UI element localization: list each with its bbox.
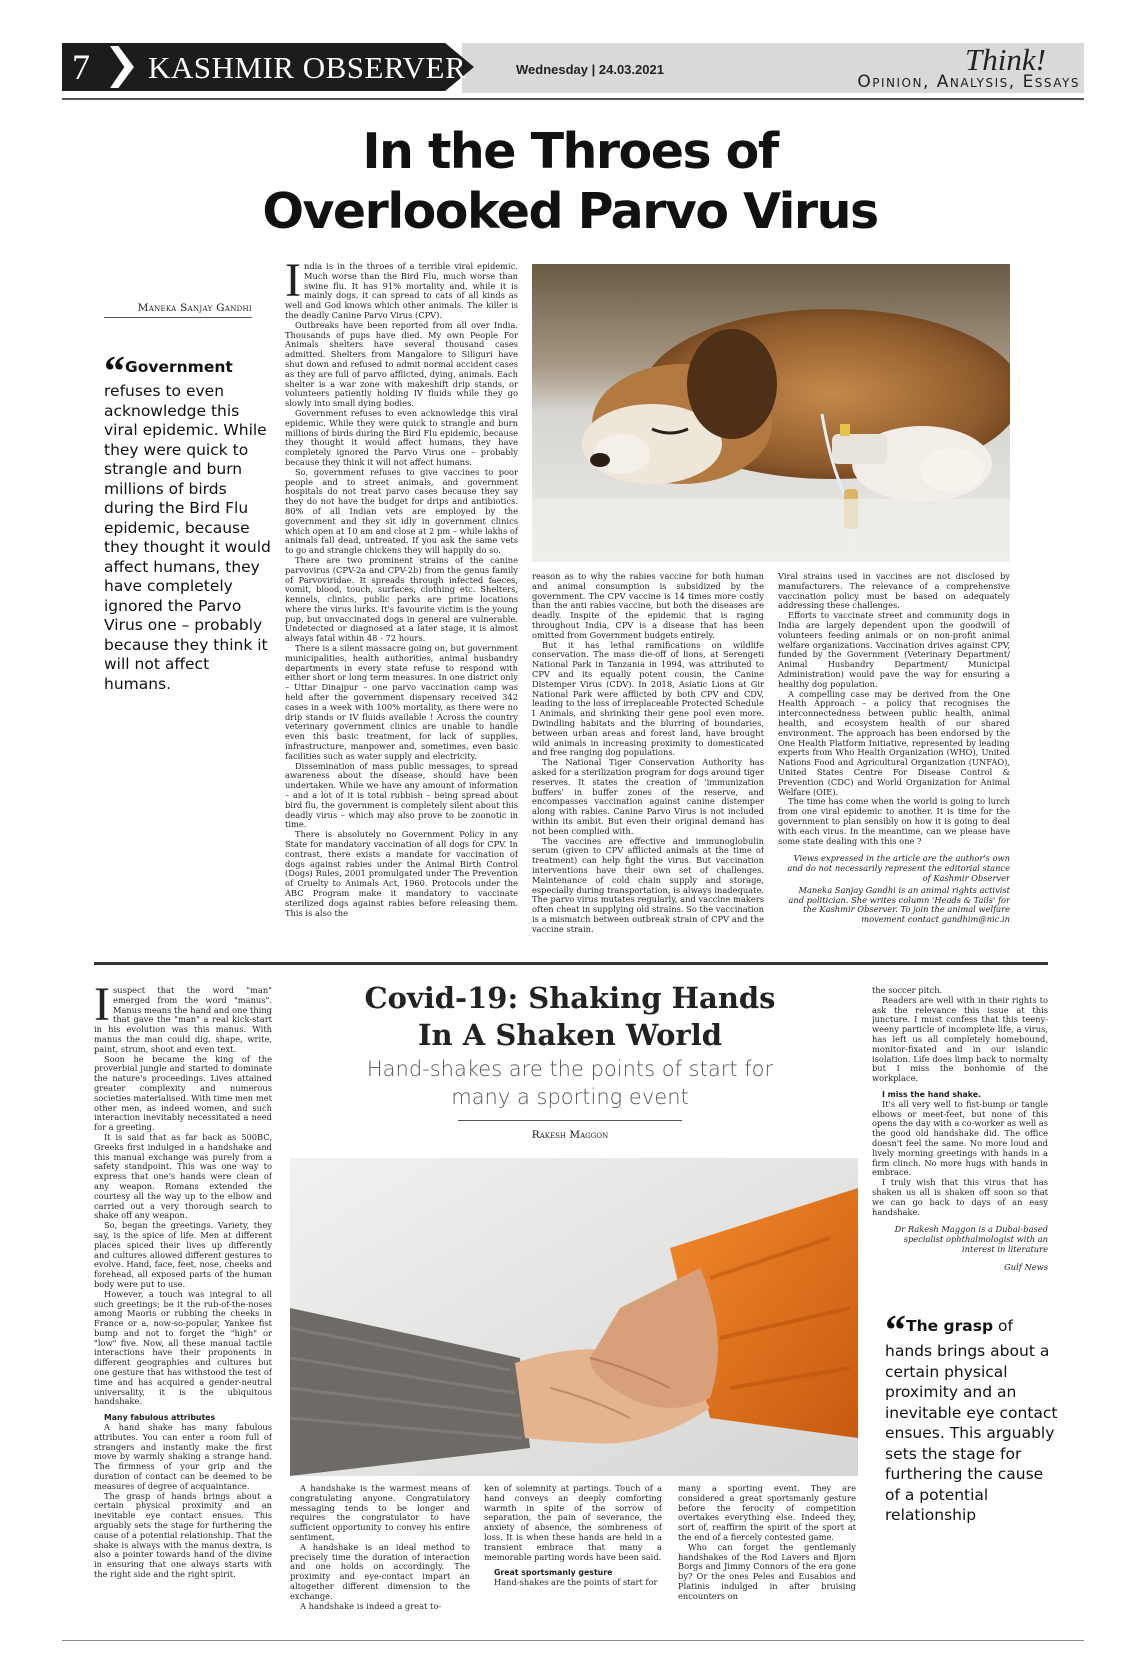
subheading: Many fabulous attributes bbox=[104, 1413, 216, 1423]
dropcap: I bbox=[94, 986, 110, 1031]
paragraph: A hand shake has many fabulous attributes. You can enter a room full of strangers and instantly make the first move by warmly shaking a strange hand. The firmness of your grip and the duration of contact can be deemed to be measures of degree of acquaintance. bbox=[94, 1422, 272, 1491]
section-brand: Think! bbox=[965, 42, 1046, 77]
paragraph: A handshake is an ideal method to precisely time the duration of interaction and one holds on accordingly. The proximity and eye-contact impart an altogether different dimension to the exchange. bbox=[290, 1541, 470, 1601]
puppy-photo bbox=[532, 264, 1010, 562]
paragraph: The time has come when the world is going to lurch from one viral epidemic to another. It is time for the government to plan sensibly on how it is going to deal with each virus. In the meantime, can we please have some state dealing with this one ? bbox=[778, 796, 1010, 846]
subheading: Great sportsmanly gesture bbox=[494, 1568, 613, 1578]
article1-column-3 bbox=[778, 572, 1010, 950]
paragraph: It is said that as far back as 500BC, Greeks first indulged in a handshake and this manual exchange was purely from a safety standpoint. This was one way to express that one's hands were clean of any weapon. Romans extended the courtesy all the way up to the elbow and carried out a very thorough search to shake off any weapon. bbox=[94, 1131, 272, 1221]
article1-photo bbox=[532, 264, 1010, 562]
article2-headline: Covid-19: Shaking Hands In A Shaken World bbox=[364, 981, 776, 1052]
paragraph: the soccer pitch. bbox=[872, 986, 943, 995]
paragraph: Dissemination of mass public messages, to spread awareness about the disease, should have been undertaken. While we have any amount of information – and a lot of it is total rubbish – being spread about bird flu, the government is completely silent about this deadly virus – which may also prove to be zoonotic in time. bbox=[285, 760, 518, 830]
paragraph: It's all very well to fist-bump or tangle elbows or meet-feet, but none of this opens the day with a co-worker as well as the good old handshake did. The office doesn't feel the same. No more loud and lively morning greetings with hands in a firm clinch. No more hugs with hands in embrace. bbox=[872, 1098, 1048, 1178]
paragraph: ken of solemnity at partings. Touch of a hand conveys an deeply comforting warmth in spite of the sorrow of separation, the pain of severance, the anxiety of absence, the sombreness of loss. It is when these hands are held in a transient embrace that many a memorable parting words have been said. bbox=[484, 1484, 662, 1562]
paragraph: reason as to why the rabies vaccine for both human and animal consumption is subsidized by the government. The CPV vaccine is 14 times more costly than the anti rabies vaccine, but both the diseases are deadly. Inspite of the epidemic that is raging throughout India, CPV is a disease that has been omitted from Government budgets entirely. bbox=[532, 572, 764, 640]
pullquote-text: of hands brings about a certain physical proximity and an inevitable eye contact ensues. This arguably sets the stage for furthering the cause of a potential relationship bbox=[885, 1317, 1058, 1524]
article2-column-1: Isuspect that the word "man" emerged from the word "manus". Manus means the hand and one thing that gave the "man" a real kick-start in his evolution was this manus. With manus the man could dig, shape, write, paint, strum, shoot and even text. Soon he became the king of the proverbial jungle and started to dominate the nature's proceedings. Lives attained greater complexity and numerous societies materialised. With time men met other men, as indeed women, and such interaction inevitably necessitated a need for a greeting. It is said that as far back as 500BC, Greeks first indulged in a handshake and this manual exchange was purely from a safety standpoint. This was one way to express that one's hands were clean of any weapon. Romans extended the courtesy all the way up to the elbow and carried out a very thorough search to shake off any weapon. So, began the greetings. Variety, they say, is the spice of life. Men at different places spiced their lives up differently and cultures allowed different gestures to evolve. Hand, face, feet, nose, cheeks and forehead, all exposed parts of the human body were put to use. However, a touch was integral to all such greetings; be it the rub-of-the-noses among Maoris or rubbing the cheeks in France or a, now-so-popular, Yankee fist bump and not to forget the "high" or "low" five. Now, all these manual tactile interactions have their proponents in different geographies and cultures but one gesture that has withstood the test of time and has acquired a gender-neutral universality, it is the ubiquitous handshake. Many fabulous attributes A hand shake has many fabulous attributes. You can enter a room full of strangers and instantly make the first move by warmly shaking a strange hand. The firmness of your grip and the duration of contact can be deemed to be measures of degree of acquaintance. The grasp of hands brings about a certain physical proximity and an inevitable eye contact ensues. This arguably sets the stage for furthering the cause of a potential relationship. That the shake is always with the manus dextra, is also a pointer towards hand of the divine in ensuring that one always starts with the right side and the right spirit. bbox=[94, 986, 272, 1580]
pullquote-lead: The grasp bbox=[906, 1317, 994, 1335]
editorial-disclaimer: Views expressed in the article are the author's own and do not necessarily represent the editorial stance of Kashmir Observer bbox=[787, 853, 1010, 883]
paragraph: So, began the greetings. Variety, they say, is the spice of life. Men at different places spiced their lives up differently and cultures allowed different gestures to evolve. Hand, face, feet, nose, cheeks and forehead, all exposed parts of the human body were put to use. bbox=[94, 1220, 272, 1289]
paragraph: Viral strains used in vaccines are not disclosed by manufacturers. The relevance of a comprehensive vaccination policy must be based on adequately addressing these challenges. bbox=[778, 572, 1010, 611]
page-number: 7 bbox=[72, 47, 90, 87]
article2-column-5 bbox=[872, 986, 1048, 1286]
paragraph: A handshake is indeed a great to- bbox=[300, 1600, 442, 1611]
article1-column-1: India is in the throes of a terrible viral epidemic. Much worse than the Bird Flu, much worse than swine flu. It has 91% mortality and, while it is mainly dogs, it can spread to cats of all kinds as well and God knows which other animals. The killer is the deadly Canine Parvo Virus (CPV). Outbreaks have been reported from all over India. Thousands of pups have died. My own People For Animals shelters have several thousand cases admitted. Shelters from Mangalore to Siliguri have shut down and refused to admit normal accident cases as they are full of parvo afflicted, dying, animals. Each shelter is a war zone with makeshift drip stands, or volunteers patiently holding IV fluids while they go slowly into small dying bodies. Government refuses to even acknowledge this viral epidemic. While they were quick to strangle and burn millions of birds during the Bird Flu epidemic, because they thought it would affect humans, they have completely ignored the Parvo Virus one – probably because they think it will not affect humans. So, government refuses to give vaccines to poor people and to street animals, and government hospitals do not treat parvo cases because they say they do not have the budget for drips and antibiotics. 80% of all Indian vets are employed by the government and they sit idly in government clinics which open at 10 am and close at 2 pm – while lakhs of animals fall dead, untreated. If you ask the same vets to go and strangle chickens they will happily do so. There are two prominent strains of the canine parvovirus (CPV-2a and CPV-2b) from the genus family of Parvoviridae. It spreads through infected faeces, vomit, blood, touch, surfaces, clothing etc. Shelters, kennels, clinics, public parks are prime locations where the virus lurks. It's favourite victim is the young pup, but unvaccinated dogs in general are vulnerable. Undetected or diagnosed at a later stage, it is almost always fatal within 48 - 72 hours. There is a silent massacre going on, but government municipalities, health authorities, animal husbandry departments in every state refuse to respond with either short or long term measures. In one district only – Uttar Dinajpur – one parvo vaccination camp was held after the government dispensary received 342 cases in a week with 100% mortality, as there were no drip stands or IV fluids available ! Across the country veterinary government clinics are unable to handle even this basic treatment, for lack of supplies, infrastructure, manpower and, sometimes, even basic facilities such as water supply and electricity. Dissemination of mass public messages, to spread awareness about the disease, should have been undertaken. While we have any amount of information – and a lot of it is total rubbish – being spread about bird flu, the government is completely silent about this deadly virus – which may also prove to be zoonotic in time. There is absolutely no Government Policy in any State for mandatory vaccination of all dogs for CPV. In contrast, there exists a mandate for vaccination of dogs against rabies under the Animal Birth Control (Dogs) Rules, 2001 promulgated under The Prevention of Cruelty to Animals Act, 1960. Protocols under the ABC Program make it mandatory to vaccinate sterilized dogs against rabies before releasing them. This is also the bbox=[285, 262, 518, 918]
author-bio: Dr Rakesh Maggon is a Dubai-based specialist ophthalmologist with an interest in literature bbox=[894, 1224, 1048, 1254]
paragraph: The vaccines are effective and immunoglobulin serum (given to CPV afflicted animals at the time of treatment) can help fight the virus. But vaccination interventions have their own set of challenges. Maintenance of cold chain supply and storage, especially during transportation, is always inadequate. The parvo virus mutates regularly, and vaccine makers often cheat in supplying old strains. So the vaccination is a mismatch between outbreak strain of CPV and the vaccine strain. bbox=[532, 835, 764, 934]
paragraph: There are two prominent strains of the canine parvovirus (CPV-2a and CPV-2b) from the genus family of Parvoviridae. It spreads through infected faeces, vomit, blood, touch, surfaces, clothing etc. Shelters, kennels, clinics, public parks are prime locations where the virus lurks. It's favourite victim is the young pup, but unvaccinated dogs in general are vulnerable. Undetected or diagnosed at a later stage, it is almost always fatal within 48 - 72 hours. bbox=[285, 554, 518, 644]
quote-icon: “ bbox=[885, 1308, 906, 1354]
footer-rule bbox=[62, 1640, 1084, 1641]
paragraph: Government refuses to even acknowledge this viral epidemic. While they were quick to strangle and burn millions of birds during the Bird Flu epidemic, because they thought it would affect humans, they have completely ignored the Parvo Virus one – probably because they think it will not affect humans. bbox=[285, 407, 518, 467]
source-credit: Gulf News bbox=[1004, 1261, 1048, 1272]
paragraph: Soon he became the king of the proverbial jungle and started to dominate the nature's proceedings. Lives attained greater complexity and numerous societies materialised. With time men met other men, as indeed women, and such interaction inevitably necessitated a need for a greeting. bbox=[94, 1053, 272, 1133]
handshake-photo bbox=[290, 1158, 858, 1476]
paragraph: But it has lethal ramifications on wildlife conservation. The mass die-off of lions, at Serengeti National Park in Tanzania in 1994, was attributed to CPV and its equally potent cousin, the Canine Distemper Virus (CDV). In 2018, Asiatic Lions at Gir National Park were afflicted by both CPV and CDV, leading to the loss of irreplaceable Protected Schedule I Animals, and shrinking their gene pool even more. Dwindling habitats and the blurring of boundaries, between urban areas and forest land, have brought wild animals in increasing proximity to domesticated and free ranging dog populations. bbox=[532, 639, 764, 758]
paragraph: There is absolutely no Government Policy in any State for mandatory vaccination of all dogs for CPV. In contrast, there exists a mandate for vaccination of dogs against rabies under the Animal Birth Control (Dogs) Rules, 2001 promulgated under The Prevention of Cruelty to Animals Act, 1960. Protocols under the ABC Program make it mandatory to vaccinate sterilized dogs against rabies before releasing them. This is also the bbox=[285, 829, 518, 918]
pullquote-lead: Government bbox=[125, 358, 233, 376]
subheading: I miss the hand shake. bbox=[882, 1089, 982, 1099]
issue-date: Wednesday | 24.03.2021 bbox=[516, 62, 664, 77]
pullquote-text: refuses to even acknowledge this viral epidemic. While they were quick to strangle and burn millions of birds during the Bird Flu epidemic, because they thought it would affect humans, they have completely ignored the Parvo Virus one – probably because they think it will not affect humans. bbox=[104, 382, 271, 693]
quote-icon: “ bbox=[104, 349, 125, 395]
paragraph: The National Tiger Conservation Authority has asked for a sterilization program for dogs around tiger reserves. It states the creation of 'immunization buffers' in buffer zones of the reserve, and encompasses vaccination against canine distemper along with rabies. Canine Parvo Virus is not included within its ambit. But even their original demand has not been complied with. bbox=[532, 757, 764, 836]
article1-column-2 bbox=[532, 572, 764, 950]
paragraph: A compelling case may be derived from the One Health Approach – a policy that recognises the interconnectedness between public health, animal health, and ecosystem health of our shared environment. The approach has been endorsed by the One Health Platform Initiative, represented by leading experts from Who Health Organization (WHO), United Nations Food and Agricultural Organization (UNFAO), United States Centre For Disease Control & Prevention (CDC) and World Organization for Animal Welfare (OIE). bbox=[778, 688, 1010, 797]
article2-subhead: Hand-shakes are the points of start for many a sporting event bbox=[366, 1057, 774, 1109]
article2-byline: Rakesh Maggon bbox=[458, 1120, 682, 1141]
article-divider bbox=[94, 962, 1048, 965]
paragraph: So, government refuses to give vaccines to poor people and to street animals, and government hospitals do not treat parvo cases because they say they do not have the budget for drips and antibiotics. 80% of all Indian vets are employed by the government and they sit idly in government clinics which open at 10 am and close at 2 pm – while lakhs of animals fall dead, untreated. If you ask the same vets to go and strangle chickens they will happily do so. bbox=[285, 466, 518, 556]
paragraph: I truly wish that this virus that has shaken us all is shaken off soon so that we can go back to days of an easy handshake. bbox=[872, 1177, 1048, 1217]
header-rule bbox=[62, 98, 1084, 100]
article2-photo bbox=[290, 1158, 858, 1476]
article2-column-4 bbox=[678, 1484, 856, 1634]
section-title: Opinion, Analysis, Essays bbox=[857, 72, 1080, 92]
paper-name: KASHMIR OBSERVER bbox=[148, 50, 467, 85]
paragraph: However, a touch was integral to all such greetings; be it the rub-of-the-noses among Maoris or rubbing the cheeks in France or a, now-so-popular, Yankee fist bump and not to forget the "high" or "low" five. Now, all these manual tactile interactions have their proponents in different geographies and cultures but one gesture that has withstood the test of time and has acquired a gender-neutral universality, it is the ubiquitous handshake. bbox=[94, 1288, 272, 1407]
paragraph: Who can forget the gentlemanly handshakes of the Rod Lavers and Bjorn Borgs and Jimmy Connors of the era gone by? Or the ones Peles and Eusabios and Platinis indulged in after bruising encounters on bbox=[678, 1541, 856, 1601]
paragraph: There is a silent massacre going on, but government municipalities, health authorities, animal husbandry departments in every state refuse to respond with either short or long term measures. In one district only – Uttar Dinajpur – one parvo vaccination camp was held after the government dispensary received 342 cases in a week with 100% mortality, as there were no drip stands or IV fluids available ! Across the country veterinary government clinics are unable to handle even this basic treatment, for lack of supplies, infrastructure, manpower and, sometimes, even basic facilities such as water supply and electricity. bbox=[285, 643, 518, 761]
paragraph: Efforts to vaccinate street and community dogs in India are largely dependent upon the goodwill of volunteers feeding animals or on non-profit animal welfare organizations. Vaccination drives against CPV, funded by the Government (Veterinary Department/ Animal Husbandry Department/ Municipal Administration) would pave the way for ensuring a healthy dog population. bbox=[778, 610, 1010, 689]
paragraph: Readers are well with in their rights to ask the relevance this issue at this juncture. I must confess that this teeny-weeny particle of incomplete life, a virus, has left us all completely homebound, monitor-fixated and in our islandic isolation. Life does limp back to normalty but I miss the bonhomie of the workplace. bbox=[872, 994, 1048, 1084]
dropcap: I bbox=[285, 262, 301, 307]
article1-headline: In the Throes of Overlooked Parvo Virus bbox=[262, 123, 878, 240]
article1-byline: Maneka Sanjay Gandhi bbox=[104, 302, 252, 318]
paragraph: Outbreaks have been reported from all over India. Thousands of pups have died. My own People For Animals shelters have several thousand cases admitted. Shelters from Mangalore to Siliguri have shut down and refused to admit normal accident cases as they are full of parvo afflicted, dying, animals. Each shelter is a war zone with makeshift drip stands, or volunteers patiently holding IV fluids while they go slowly into small dying bodies. bbox=[285, 319, 518, 409]
article1-pullquote bbox=[104, 349, 272, 694]
paragraph: Hand-shakes are the points of start for bbox=[494, 1577, 658, 1588]
paragraph: The grasp of hands brings about a certain physical proximity and an inevitable eye contact ensues. This arguably sets the stage for furthering the cause of a potential relationship. That the shake is always with the manus dextra, is also a pointer towards hand of the divine in ensuring that one always starts with the right side and the right spirit. bbox=[94, 1490, 272, 1580]
article2-column-3 bbox=[484, 1484, 662, 1634]
article2-column-2 bbox=[290, 1484, 470, 1634]
paragraph: many a sporting event. They are considered a great sportsmanly gesture before the ferocity of competition overtakes everything else. Indeed they, sort of, reaffirm the spirit of the sport at the end of a fiercely contested game. bbox=[678, 1484, 856, 1542]
article2-pullquote bbox=[885, 1308, 1060, 1526]
paragraph: A handshake is the warmest means of congratulating anyone. Congratulatory messaging tends to be longer and requires the congratulator to have sufficient opportunity to convey his entire sentiment. bbox=[290, 1484, 470, 1542]
author-bio: Maneka Sanjay Gandhi is an animal rights activist and politician. She writes column 'Heads & Tails' for the Kashmir Observer. To join the animal welfare movement contact gandhim@nic.in bbox=[788, 884, 1010, 925]
